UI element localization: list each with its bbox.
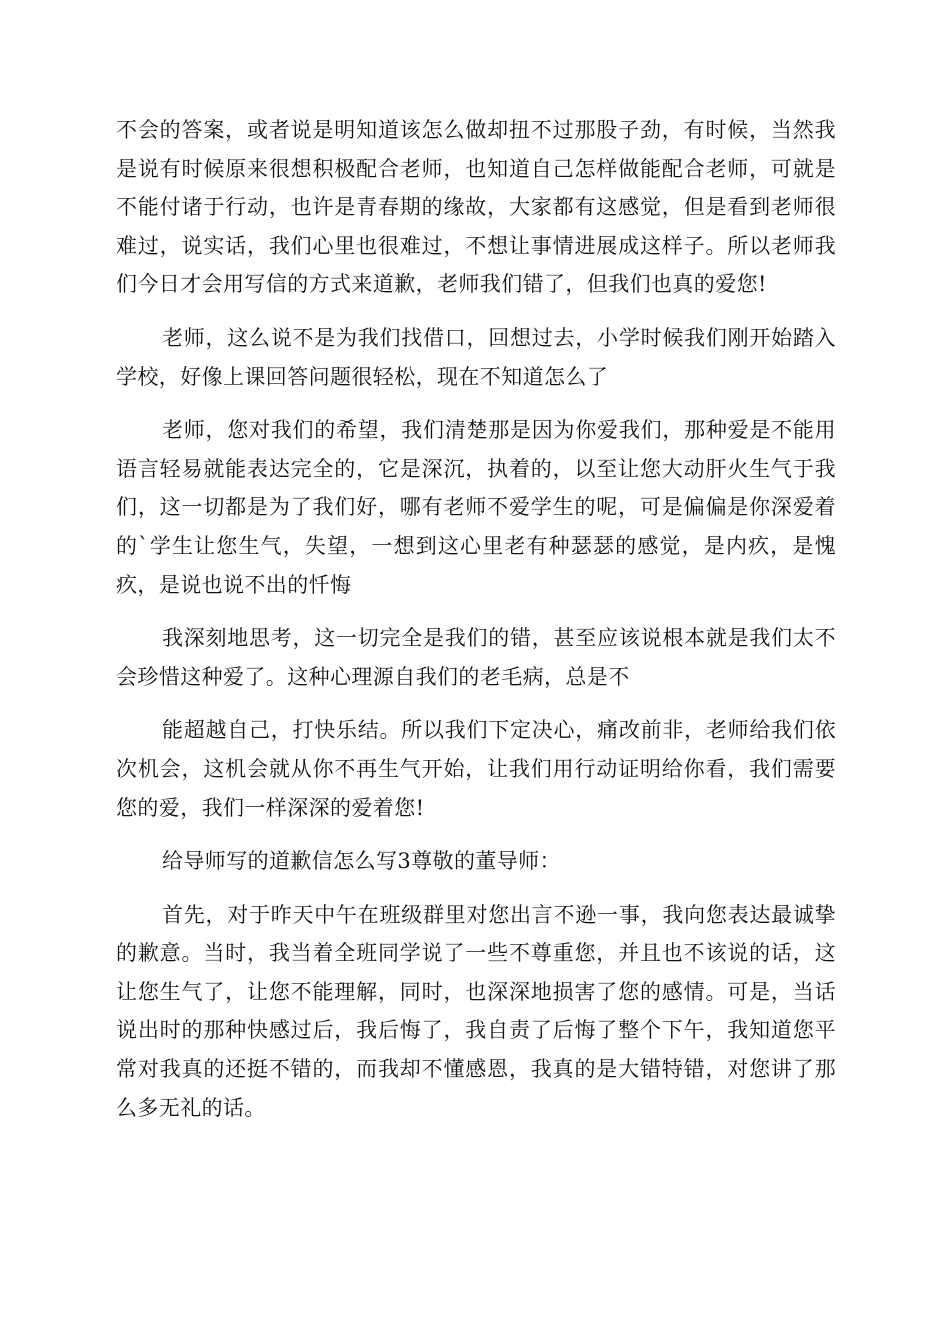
paragraph: 老师，这么说不是为我们找借口，回想过去，小学时候我们刚开始踏入学校，好像上课回答问题很轻松，现在不知道怎么了: [116, 325, 836, 389]
document-body: [116, 111, 836, 1142]
paragraph: 老师，您对我们的希望，我们清楚那是因为你爱我们，那种爱是不能用语言轻易就能表达完全的，它是深沉，执着的，以至让您大动肝火生气于我们，这一切都是为了我们好，哪有老师不爱学生的呢，可是偏偏是你深爱着的`学生让您生气，失望，一想到这心里老有种瑟瑟的感觉，是内疚，是愧疚，是说也说不出的忏悔: [116, 418, 836, 597]
section-heading: 给导师写的道歉信怎么写3尊敬的董导师：: [162, 849, 561, 874]
paragraph: 首先，对于昨天中午在班级群里对您出言不逊一事，我向您表达最诚挚的歉意。当时，我当着全班同学说了一些不尊重您，并且也不该说的话，这让您生气了，让您不能理解，同时，也深深地损害了您的感情。可是，当话说出时的那种快感过后，我后悔了，我自责了后悔了整个下午，我知道您平常对我真的还挺不错的，而我却不懂感恩，我真的是大错特错，对您讲了那么多无礼的话。: [116, 902, 836, 1120]
paragraph-continuation: 不会的答案，或者说是明知道该怎么做却扭不过那股子劲，有时候，当然我是说有时候原来很想积极配合老师，也知道自己怎样做能配合老师，可就是不能付诸于行动，也许是青春期的缘故，大家都有这感觉，但是看到老师很难过，说实话，我们心里也很难过，不想让事情进展成这样子。所以老师我们今日才会用写信的方式来道歉，老师我们错了，但我们也真的爱您!: [116, 118, 836, 297]
paragraph: 我深刻地思考，这一切完全是我们的错，甚至应该说根本就是我们太不会珍惜这种爱了。这种心理源自我们的老毛病，总是不: [116, 626, 836, 689]
paragraph: 能超越自己，打快乐结。所以我们下定决心，痛改前非，老师给我们依次机会，这机会就从你不再生气开始，让我们用行动证明给你看，我们需要您的爱，我们一样深深的爱着您!: [116, 718, 836, 820]
